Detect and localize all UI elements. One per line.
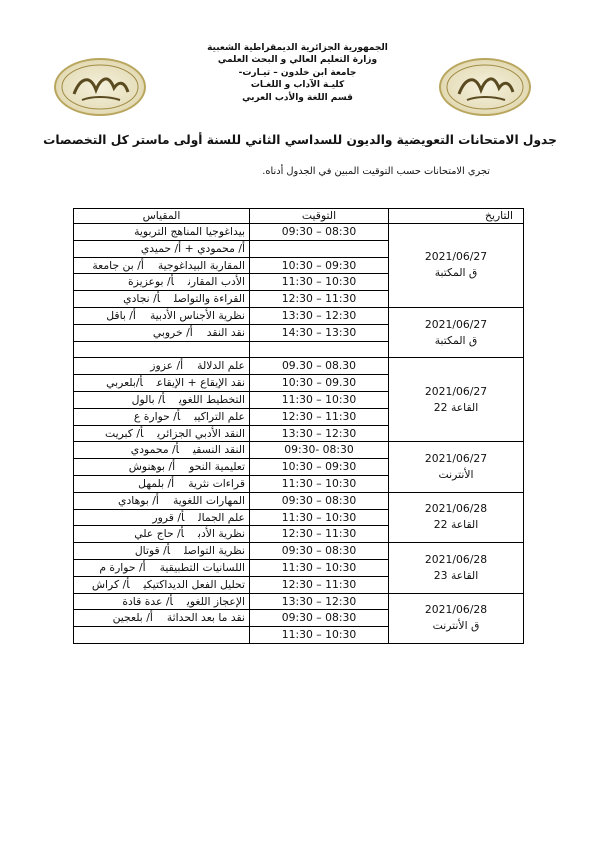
exam-subject: التخطيط اللغوي xyxy=(179,392,245,406)
exam-subject-cell xyxy=(74,408,250,425)
exam-time: 08:30 – 09:30 xyxy=(250,543,389,560)
exam-subject-cell xyxy=(74,391,250,408)
exam-subject: نظرية الأدب xyxy=(197,527,245,541)
exam-subject-cell xyxy=(74,291,250,308)
exam-time: 11:30 – 12:30 xyxy=(250,526,389,543)
exam-place: الأنترنت xyxy=(438,468,474,482)
exam-professor: أ/ قوتال xyxy=(134,544,171,558)
exam-professor: أ/ حوارة م xyxy=(99,560,146,574)
header-line-university: جامعة ابن خلدون – تيـارت- xyxy=(238,67,357,78)
exam-subject: المهارات اللغوية xyxy=(172,493,245,507)
exam-subject: نقد النقد xyxy=(206,325,245,339)
exam-subject: نقد ما بعد الحداثة xyxy=(166,611,245,625)
exam-time: 11:30 – 12:30 xyxy=(250,576,389,593)
exam-subject-cell xyxy=(74,509,250,526)
exam-time xyxy=(250,240,389,257)
exam-professor: أ/ كراش xyxy=(91,577,130,591)
exam-subject: علم التراكيب xyxy=(194,409,245,423)
table-header-row xyxy=(74,209,524,224)
exam-subject-cell xyxy=(74,274,250,291)
exam-place: ق الأنترنت xyxy=(432,619,480,633)
exam-time: 09:30 – 10:30 xyxy=(250,459,389,476)
exam-time: 08:30 – 09:30 xyxy=(250,610,389,627)
table-row xyxy=(74,358,524,375)
exam-subject-cell xyxy=(74,610,250,627)
exam-subject-cell xyxy=(74,576,250,593)
schedule-note: تجري الامتحانات حسب التوقيت المبين في الجدول أدناه. xyxy=(262,166,490,177)
exam-professor: أ/ بلعجين xyxy=(112,611,153,625)
exam-subject: الإعجاز اللغوي xyxy=(186,594,245,608)
exam-subject: قراءات نثرية xyxy=(188,476,245,490)
exam-professor: أ/بلعربي xyxy=(106,376,143,390)
exam-date: 2021/06/28 xyxy=(424,603,488,617)
table-row xyxy=(74,543,524,560)
exam-time: 12:30 – 13:30 xyxy=(250,307,389,324)
exam-time: 11:30 – 12:30 xyxy=(250,291,389,308)
exam-date: 2021/06/27 xyxy=(424,250,488,264)
exam-subject: النقد الأدبي الجزائري xyxy=(157,426,245,440)
exam-subject: نقد الإيقاع + الإيقاع xyxy=(156,376,245,390)
exam-subject-cell xyxy=(74,358,250,375)
header-line-republic: الجمهورية الجزائرية الديمقراطية الشعبية xyxy=(207,43,388,53)
exam-professor: أ/ باقل xyxy=(106,308,136,322)
table-row xyxy=(74,224,524,241)
exam-time: 10:30 – 11:30 xyxy=(250,274,389,291)
exam-subject-cell xyxy=(74,425,250,442)
exam-subject: تحليل الفعل الديداكتيكي xyxy=(143,577,245,591)
exam-time: 08:30 -09:30 xyxy=(250,442,389,459)
exam-subject-cell xyxy=(74,593,250,610)
table-row xyxy=(74,442,524,459)
exam-time: 10:30 – 11:30 xyxy=(250,559,389,576)
exam-time: 08:30 – 09:30 xyxy=(250,224,389,241)
letterhead xyxy=(0,42,595,104)
header-subject: المقياس xyxy=(74,209,250,224)
exam-date-cell xyxy=(389,593,524,643)
exam-date: 2021/06/27 xyxy=(424,452,488,466)
exam-time: 10:30 – 11:30 xyxy=(250,475,389,492)
table-row xyxy=(74,492,524,509)
exam-professor: أ/ قرور xyxy=(152,510,185,524)
document-title: جدول الامتحانات التعويضية والديون للسداسي الثاني للسنة أولى ماستر كل التخصصات xyxy=(43,133,557,147)
exam-subject-cell xyxy=(74,442,250,459)
exam-professor: أ/ حوارة ع xyxy=(133,409,181,423)
exam-time: 12:30 – 13:30 xyxy=(250,593,389,610)
exam-time: 08.30 – 09.30 xyxy=(250,358,389,375)
exam-subject-cell xyxy=(74,257,250,274)
table-row xyxy=(74,307,524,324)
exam-subject-cell xyxy=(74,559,250,576)
exam-subject-cell xyxy=(74,324,250,341)
exam-date: 2021/06/28 xyxy=(424,552,488,566)
exam-subject-cell xyxy=(74,375,250,392)
exam-place: ق المكتبة xyxy=(434,266,478,280)
exam-professor: أ/ بوهنوش xyxy=(128,460,176,474)
exam-professor: أ/ بن جامعة xyxy=(92,258,144,272)
exam-date-cell xyxy=(389,307,524,357)
exam-subject: بيداغوجيا المناهج التربوية xyxy=(134,225,245,238)
exam-date: 2021/06/27 xyxy=(424,317,488,331)
exam-time: 10:30 – 11:30 xyxy=(250,391,389,408)
exam-subject: نظرية الأجناس الأدبية xyxy=(149,308,245,322)
exam-subject-cell xyxy=(74,526,250,543)
exam-subject: الأدب المقارن xyxy=(187,275,245,289)
exam-time: 10:30 – 11:30 xyxy=(250,509,389,526)
header-time: التوقيت xyxy=(250,209,389,224)
exam-professor: أ/ كبريت xyxy=(104,426,144,440)
header-line-department: قسم اللغة والأدب العربي xyxy=(242,92,353,103)
exam-time xyxy=(250,341,389,358)
exam-professor: أ/ بوهادي xyxy=(118,493,159,507)
exam-subject-cell xyxy=(74,341,250,358)
exam-professor: أ/ بالول xyxy=(131,392,166,406)
exam-subject-cell xyxy=(74,492,250,509)
exam-subject-cell xyxy=(74,459,250,476)
exam-time: 12:30 – 13:30 xyxy=(250,425,389,442)
exam-time: 11:30 – 12:30 xyxy=(250,408,389,425)
exam-place: القاعة 23 xyxy=(433,568,479,582)
exam-subject: اللسانيات التطبيقية xyxy=(159,560,245,574)
exam-subject-cell xyxy=(74,224,250,241)
exam-subject-cell xyxy=(74,475,250,492)
exam-professor: أ/ بلمهل xyxy=(138,476,175,490)
exam-subject: علم الدلالة xyxy=(197,359,245,373)
exam-time: 10:30 – 11:30 xyxy=(250,627,389,644)
exam-subject: النقد النسقي xyxy=(192,443,245,457)
exam-professor: أ/ خروبي xyxy=(152,325,193,339)
exam-subject: القراءة والتواصل xyxy=(174,292,245,306)
header-line-ministry: وزارة التعليم العالي و البحث العلمي xyxy=(217,55,378,66)
header-date: التاريخ xyxy=(389,209,524,224)
exam-professor: أ/ بوعزيزة xyxy=(127,275,174,289)
exam-date: 2021/06/28 xyxy=(424,502,488,516)
exam-professor: أ/ عزوز xyxy=(150,359,184,373)
exam-subject: تعليمية النحو xyxy=(189,460,245,474)
exam-subject: نظرية التواصل xyxy=(184,544,245,558)
exam-professor: أ/ عدة قادة xyxy=(122,594,173,608)
exam-subject-cell xyxy=(74,543,250,560)
exam-schedule-table xyxy=(73,208,524,644)
exam-time: 13:30 – 14:30 xyxy=(250,324,389,341)
exam-date-cell xyxy=(389,224,524,308)
exam-subject-cell xyxy=(74,307,250,324)
exam-date-cell xyxy=(389,492,524,542)
exam-date-cell xyxy=(389,358,524,442)
exam-time: 08:30 – 09:30 xyxy=(250,492,389,509)
exam-place: القاعة 22 xyxy=(433,518,479,532)
exam-subject-cell xyxy=(74,240,250,257)
exam-place: القاعة 22 xyxy=(433,400,479,414)
exam-professor: أ/ نجادي xyxy=(123,292,161,306)
header-line-faculty: كليـة الآداب و اللغـات xyxy=(250,80,345,91)
exam-place: ق المكتبة xyxy=(434,333,478,347)
exam-date-cell xyxy=(389,442,524,492)
exam-time: 09.30 – 10:30 xyxy=(250,375,389,392)
table-row xyxy=(74,593,524,610)
exam-subject: علم الجمال xyxy=(198,510,245,524)
exam-professor: أ/ محمودي xyxy=(130,443,179,457)
exam-time: 09:30 – 10:30 xyxy=(250,257,389,274)
table-body xyxy=(74,224,524,644)
exam-subject-cell xyxy=(74,627,250,644)
exam-subject: أ/ محمودي + أ/ حميدي xyxy=(140,241,245,255)
exam-professor: أ/ حاج علي xyxy=(134,527,184,541)
exam-subject: المقاربة البيداغوجية xyxy=(157,258,245,272)
exam-date-cell xyxy=(389,543,524,593)
exam-date: 2021/06/27 xyxy=(424,384,488,398)
